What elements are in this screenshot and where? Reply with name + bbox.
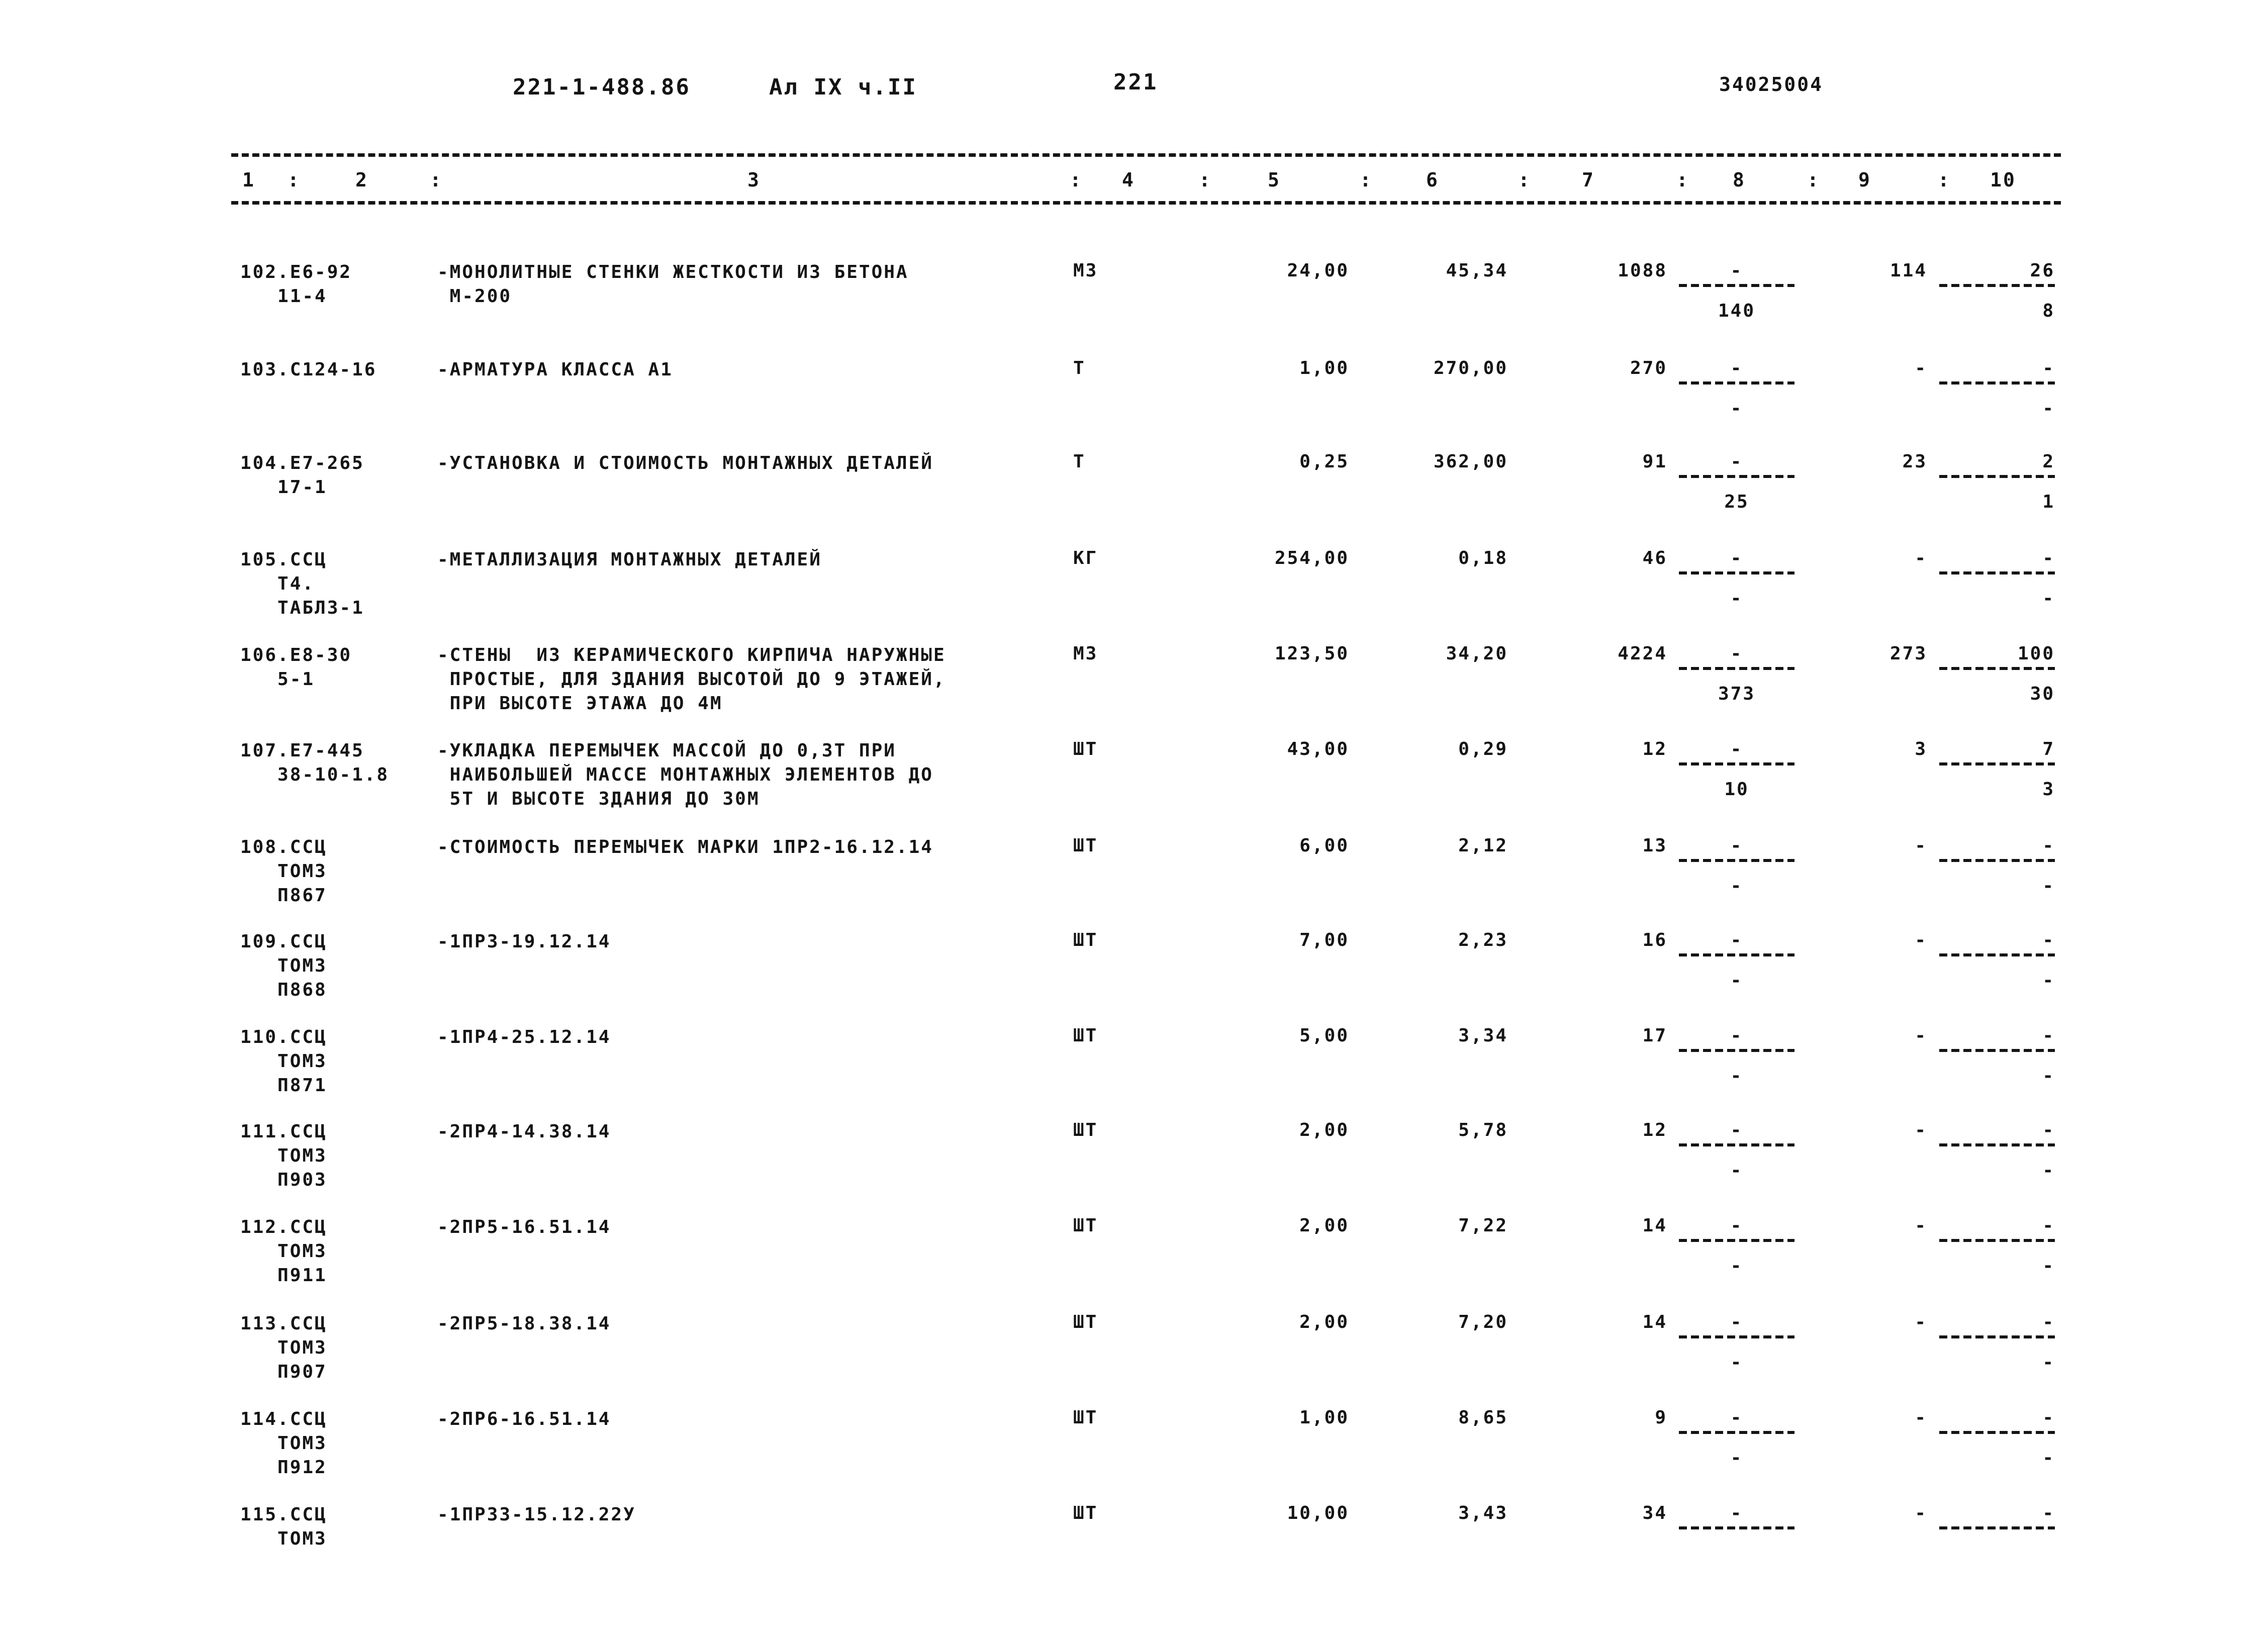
column-9-cell: - [1915, 1503, 1927, 1523]
column-10-top: - [2042, 1312, 2055, 1332]
quantity-cell: 2,00 [1299, 1120, 1349, 1140]
column-10-fraction [1939, 260, 2055, 336]
column-header-1: 1 [242, 169, 255, 191]
quantity-cell: 24,00 [1287, 260, 1349, 281]
unit-cell: ШТ [1073, 1312, 1098, 1332]
column-8-bottom: - [1730, 588, 1743, 609]
page-number: 221 [1113, 69, 1158, 95]
column-8-bottom: - [1730, 398, 1743, 419]
column-9-cell: - [1915, 1025, 1927, 1046]
table-row [0, 260, 2268, 351]
quantity-cell: 10,00 [1287, 1503, 1349, 1523]
unit-price-cell: 8,65 [1458, 1407, 1508, 1428]
table-row [0, 835, 2268, 926]
unit-price-cell: 2,23 [1458, 930, 1508, 950]
total-cost-cell: 4224 [1618, 643, 1667, 664]
column-separator: : [430, 169, 443, 191]
column-9-cell: - [1915, 835, 1927, 856]
column-separator: : [1807, 169, 1820, 191]
column-10-bottom: 3 [2042, 779, 2055, 800]
column-8-bottom: 373 [1718, 684, 1756, 704]
unit-price-cell: 362,00 [1433, 451, 1508, 472]
item-name: -МЕТАЛЛИЗАЦИЯ МОНТАЖНЫХ ДЕТАЛЕЙ [437, 549, 822, 570]
column-8-fraction [1679, 1407, 1794, 1483]
total-cost-cell: 1088 [1618, 260, 1667, 281]
column-8-bottom: - [1730, 1160, 1743, 1181]
column-9-cell: - [1915, 930, 1927, 950]
column-10-top: 7 [2042, 739, 2055, 759]
unit-price-cell: 3,43 [1458, 1503, 1508, 1523]
column-8-top: - [1730, 1120, 1743, 1140]
column-9-cell: - [1915, 1312, 1927, 1332]
item-name: -1ПР3-19.12.14 [437, 931, 611, 952]
column-10-bottom: - [2042, 1066, 2055, 1086]
total-cost-cell: 46 [1642, 548, 1667, 568]
column-8-top: - [1730, 1503, 1743, 1523]
column-8-fraction [1679, 358, 1794, 433]
column-9-cell: 23 [1902, 451, 1927, 472]
column-10-bottom: 30 [2030, 684, 2055, 704]
table-row [0, 548, 2268, 638]
column-8-top: - [1730, 1025, 1743, 1046]
table-row [0, 930, 2268, 1020]
column-8-bottom: - [1730, 1066, 1743, 1086]
total-cost-cell: 12 [1642, 1120, 1667, 1140]
unit-cell: ШТ [1073, 1503, 1098, 1523]
column-10-fraction [1939, 1120, 2055, 1195]
column-9-cell: - [1915, 1407, 1927, 1428]
unit-price-cell: 7,20 [1458, 1312, 1508, 1332]
column-8-fraction [1679, 260, 1794, 336]
total-cost-cell: 91 [1642, 451, 1667, 472]
table-row [0, 1312, 2268, 1402]
item-code: 110.ССЦ ТОМ3 П871 [240, 1027, 327, 1096]
unit-price-cell: 34,20 [1446, 643, 1508, 664]
column-8-fraction [1679, 739, 1794, 814]
column-9-cell: - [1915, 358, 1927, 378]
total-cost-cell: 17 [1642, 1025, 1667, 1046]
total-cost-cell: 13 [1642, 835, 1667, 856]
item-name: -1ПР4-25.12.14 [437, 1027, 611, 1047]
column-header-9: 9 [1858, 169, 1871, 191]
column-10-fraction [1939, 739, 2055, 814]
item-name: -2ПР5-18.38.14 [437, 1313, 611, 1334]
column-8-bottom: - [1730, 1256, 1743, 1276]
column-8-top: - [1730, 358, 1743, 378]
quantity-cell: 0,25 [1299, 451, 1349, 472]
column-10-top: - [2042, 1120, 2055, 1140]
column-8-fraction [1679, 1503, 1794, 1578]
item-code: 106.Е8-30 5-1 [240, 645, 352, 690]
unit-price-cell: 270,00 [1433, 358, 1508, 378]
item-code: 107.Е7-445 38-10-1.8 [240, 740, 390, 785]
item-code: 111.ССЦ ТОМ3 П903 [240, 1121, 327, 1190]
unit-cell: ШТ [1073, 739, 1098, 759]
table-row [0, 739, 2268, 829]
unit-cell: М3 [1073, 643, 1098, 664]
column-9-cell: 3 [1915, 739, 1927, 759]
column-10-top: - [2042, 358, 2055, 378]
column-10-fraction [1939, 1312, 2055, 1387]
item-name: -АРМАТУРА КЛАССА А1 [437, 359, 673, 380]
column-10-top: - [2042, 930, 2055, 950]
column-10-bottom: - [2042, 876, 2055, 896]
column-9-cell: - [1915, 548, 1927, 568]
column-8-top: - [1730, 548, 1743, 568]
column-10-bottom: - [2042, 1256, 2055, 1276]
unit-cell: ШТ [1073, 835, 1098, 856]
item-code: 113.ССЦ ТОМ3 П907 [240, 1313, 327, 1382]
item-code: 102.Е6-92 11-4 [240, 262, 352, 307]
unit-price-cell: 45,34 [1446, 260, 1508, 281]
column-header-8: 8 [1733, 169, 1746, 191]
unit-price-cell: 7,22 [1458, 1215, 1508, 1236]
item-name: -СТЕНЫ ИЗ КЕРАМИЧЕСКОГО КИРПИЧА НАРУЖНЫЕ ПРОСТЫЕ, ДЛЯ ЗДАНИЯ ВЫСОТОЙ ДО 9 ЭТАЖЕЙ, ПРИ ВЫСОТЕ ЭТАЖА ДО 4М [437, 645, 946, 714]
header-rule-top [231, 153, 2061, 157]
column-8-bottom: - [1730, 876, 1743, 896]
column-10-top: 100 [2017, 643, 2055, 664]
column-header-2: 2 [355, 169, 368, 191]
column-10-fraction [1939, 1215, 2055, 1291]
column-separator: : [1938, 169, 1951, 191]
total-cost-cell: 270 [1630, 358, 1667, 378]
column-8-top: - [1730, 835, 1743, 856]
column-8-top: - [1730, 930, 1743, 950]
column-8-bottom: - [1730, 1352, 1743, 1373]
unit-cell: ШТ [1073, 1120, 1098, 1140]
column-header-6: 6 [1426, 169, 1439, 191]
total-cost-cell: 34 [1642, 1503, 1667, 1523]
table-row [0, 1407, 2268, 1498]
column-10-bottom: - [2042, 398, 2055, 419]
column-9-cell: - [1915, 1120, 1927, 1140]
header-rule-bottom [231, 201, 2061, 205]
quantity-cell: 123,50 [1274, 643, 1349, 664]
unit-price-cell: 0,29 [1458, 739, 1508, 759]
table-row [0, 1025, 2268, 1116]
unit-cell: ШТ [1073, 1025, 1098, 1046]
column-8-top: - [1730, 451, 1743, 472]
column-10-fraction [1939, 1503, 2055, 1578]
column-9-cell: - [1915, 1215, 1927, 1236]
column-8-top: - [1730, 260, 1743, 281]
column-10-top: - [2042, 1025, 2055, 1046]
total-cost-cell: 14 [1642, 1215, 1667, 1236]
item-name: -1ПР33-15.12.22У [437, 1504, 636, 1525]
item-name: -УСТАНОВКА И СТОИМОСТЬ МОНТАЖНЫХ ДЕТАЛЕЙ [437, 453, 933, 473]
column-8-top: - [1730, 1312, 1743, 1332]
quantity-cell: 5,00 [1299, 1025, 1349, 1046]
column-10-fraction [1939, 1407, 2055, 1483]
total-cost-cell: 12 [1642, 739, 1667, 759]
column-header-7: 7 [1582, 169, 1595, 191]
column-10-bottom: - [2042, 970, 2055, 991]
column-8-bottom: - [1730, 1448, 1743, 1468]
column-header-3: 3 [747, 169, 761, 191]
item-code: 114.ССЦ ТОМ3 П912 [240, 1409, 327, 1478]
table-row [0, 1215, 2268, 1306]
unit-cell: М3 [1073, 260, 1098, 281]
quantity-cell: 2,00 [1299, 1215, 1349, 1236]
item-name: -СТОИМОСТЬ ПЕРЕМЫЧЕК МАРКИ 1ПР2-16.12.14 [437, 837, 933, 857]
column-header-4: 4 [1122, 169, 1135, 191]
column-8-bottom: - [1730, 970, 1743, 991]
table-row [0, 1120, 2268, 1210]
album-label: Ал IX ч.II [769, 74, 917, 100]
column-8-bottom: 10 [1724, 779, 1749, 800]
column-separator: : [1070, 169, 1083, 191]
column-8-top: - [1730, 1407, 1743, 1428]
unit-price-cell: 0,18 [1458, 548, 1508, 568]
column-8-fraction [1679, 930, 1794, 1005]
column-10-top: - [2042, 1407, 2055, 1428]
item-code: 115.ССЦ ТОМ3 [240, 1504, 327, 1549]
unit-cell: Т [1073, 451, 1086, 472]
column-8-fraction [1679, 1312, 1794, 1387]
unit-cell: КГ [1073, 548, 1098, 568]
column-8-bottom: 140 [1718, 301, 1756, 321]
total-cost-cell: 16 [1642, 930, 1667, 950]
unit-price-cell: 3,34 [1458, 1025, 1508, 1046]
total-cost-cell: 14 [1642, 1312, 1667, 1332]
column-10-bottom: 1 [2042, 492, 2055, 512]
item-name: -2ПР5-16.51.14 [437, 1217, 611, 1237]
column-8-bottom: 25 [1724, 492, 1749, 512]
column-8-fraction [1679, 835, 1794, 911]
unit-cell: ШТ [1073, 930, 1098, 950]
column-10-top: 26 [2030, 260, 2055, 281]
item-code: 109.ССЦ ТОМ3 П868 [240, 931, 327, 1000]
column-10-fraction [1939, 930, 2055, 1005]
item-name: -МОНОЛИТНЫЕ СТЕНКИ ЖЕСТКОСТИ ИЗ БЕТОНА М-200 [437, 262, 909, 307]
column-10-bottom: - [2042, 1352, 2055, 1373]
column-separator: : [1360, 169, 1373, 191]
quantity-cell: 254,00 [1274, 548, 1349, 568]
quantity-cell: 1,00 [1299, 358, 1349, 378]
column-separator: : [288, 169, 301, 191]
column-10-top: - [2042, 548, 2055, 568]
total-cost-cell: 9 [1655, 1407, 1667, 1428]
unit-price-cell: 2,12 [1458, 835, 1508, 856]
quantity-cell: 43,00 [1287, 739, 1349, 759]
item-code: 104.Е7-265 17-1 [240, 453, 364, 498]
column-10-top: - [2042, 1503, 2055, 1523]
column-8-fraction [1679, 1215, 1794, 1291]
column-10-top: - [2042, 835, 2055, 856]
column-header-10: 10 [1990, 169, 2016, 191]
column-10-top: - [2042, 1215, 2055, 1236]
table-row [0, 451, 2268, 542]
unit-price-cell: 5,78 [1458, 1120, 1508, 1140]
unit-cell: ШТ [1073, 1407, 1098, 1428]
column-8-top: - [1730, 739, 1743, 759]
column-9-cell: 273 [1889, 643, 1927, 664]
item-name: -УКЛАДКА ПЕРЕМЫЧЕК МАССОЙ ДО 0,3Т ПРИ НАИБОЛЬШЕЙ МАССЕ МОНТАЖНЫХ ЭЛЕМЕНТОВ ДО 5Т И ВЫСОТЕ ЗДАНИЯ ДО 30М [437, 740, 933, 809]
column-separator: : [1199, 169, 1212, 191]
column-8-fraction [1679, 548, 1794, 623]
unit-cell: Т [1073, 358, 1086, 378]
column-header-5: 5 [1268, 169, 1281, 191]
table-row [0, 358, 2268, 448]
quantity-cell: 2,00 [1299, 1312, 1349, 1332]
table-row [0, 643, 2268, 734]
quantity-cell: 6,00 [1299, 835, 1349, 856]
item-name: -2ПР4-14.38.14 [437, 1121, 611, 1142]
column-10-top: 2 [2042, 451, 2055, 472]
column-10-fraction [1939, 643, 2055, 719]
unit-cell: ШТ [1073, 1215, 1098, 1236]
item-code: 103.С124-16 [240, 359, 377, 380]
column-8-fraction [1679, 451, 1794, 527]
table-row [0, 1503, 2268, 1593]
item-code: 105.ССЦ Т4. ТАБЛ3-1 [240, 549, 364, 618]
column-9-cell: 114 [1889, 260, 1927, 281]
column-10-bottom: - [2042, 1448, 2055, 1468]
column-10-bottom: - [2042, 1160, 2055, 1181]
column-10-fraction [1939, 1025, 2055, 1101]
document-code: 34025004 [1719, 73, 1824, 95]
column-8-fraction [1679, 1025, 1794, 1101]
item-code: 108.ССЦ ТОМ3 П867 [240, 837, 327, 906]
column-separator: : [1676, 169, 1689, 191]
column-separator: : [1518, 169, 1531, 191]
column-8-fraction [1679, 1120, 1794, 1195]
column-10-fraction [1939, 548, 2055, 623]
column-10-bottom: 8 [2042, 301, 2055, 321]
column-10-fraction [1939, 358, 2055, 433]
item-code: 112.ССЦ ТОМ3 П911 [240, 1217, 327, 1286]
column-10-bottom: - [2042, 588, 2055, 609]
column-8-top: - [1730, 643, 1743, 664]
column-8-fraction [1679, 643, 1794, 719]
column-10-fraction [1939, 835, 2055, 911]
column-8-top: - [1730, 1215, 1743, 1236]
item-name: -2ПР6-16.51.14 [437, 1409, 611, 1429]
quantity-cell: 1,00 [1299, 1407, 1349, 1428]
column-10-fraction [1939, 451, 2055, 527]
document-designation: 221-1-488.86 [513, 74, 691, 100]
quantity-cell: 7,00 [1299, 930, 1349, 950]
